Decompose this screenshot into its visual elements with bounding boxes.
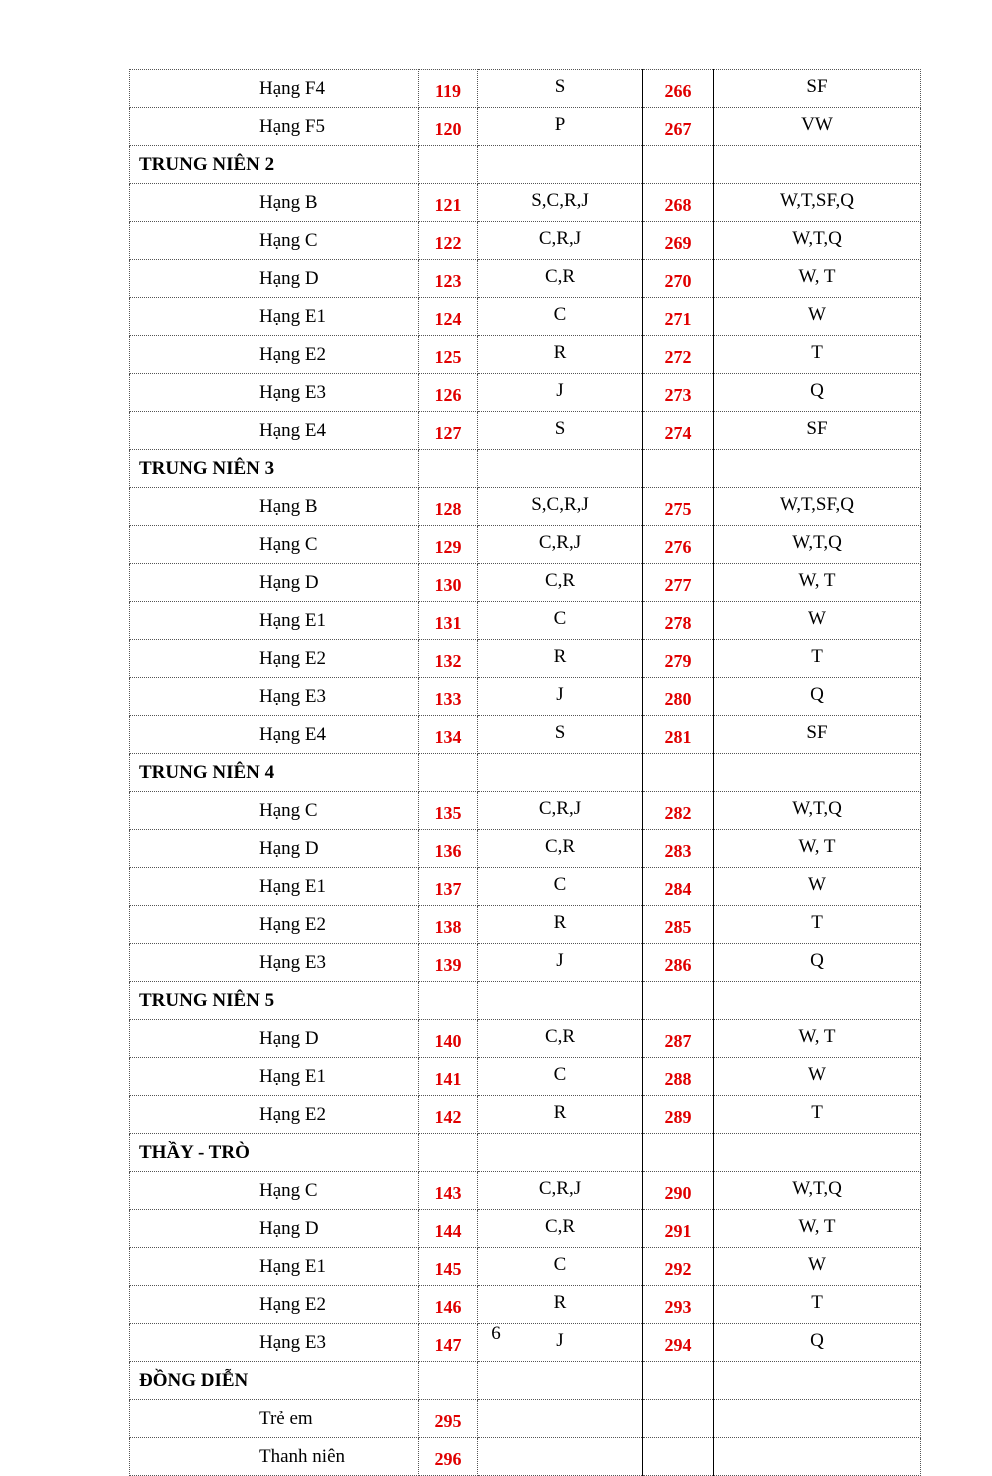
- event-code-1: 134: [419, 716, 478, 754]
- events-2: VW: [714, 108, 921, 146]
- event-code-2: 277: [643, 564, 714, 602]
- category-name: Hạng E4: [130, 412, 419, 450]
- category-name: Hạng E1: [130, 1058, 419, 1096]
- event-code-1: 129: [419, 526, 478, 564]
- empty-cell: [419, 1134, 478, 1172]
- empty-cell: [419, 450, 478, 488]
- event-code-2: 276: [643, 526, 714, 564]
- category-name: Trẻ em: [130, 1400, 419, 1438]
- events-1: C: [478, 602, 643, 640]
- empty-cell: [478, 754, 643, 792]
- event-code-2: 267: [643, 108, 714, 146]
- events-1: C,R,J: [478, 526, 643, 564]
- empty-cell: [643, 1134, 714, 1172]
- category-name: Hạng C: [130, 222, 419, 260]
- empty-cell: [478, 982, 643, 1020]
- page-number: 6: [491, 1323, 501, 1344]
- event-code-2: 273: [643, 374, 714, 412]
- event-code-1: 119: [419, 70, 478, 108]
- event-code-1: 123: [419, 260, 478, 298]
- event-code-1: 125: [419, 336, 478, 374]
- events-1: [478, 1400, 643, 1438]
- events-1: R: [478, 1286, 643, 1324]
- table-row: [130, 412, 921, 450]
- events-2: T: [714, 906, 921, 944]
- events-2: Q: [714, 1324, 921, 1362]
- category-name: Hạng E3: [130, 678, 419, 716]
- event-code-2: 269: [643, 222, 714, 260]
- table-row: [130, 1172, 921, 1210]
- event-code-1: 136: [419, 830, 478, 868]
- table-row: [130, 564, 921, 602]
- empty-cell: [714, 982, 921, 1020]
- event-code-1: 120: [419, 108, 478, 146]
- category-name: Hạng E1: [130, 868, 419, 906]
- event-code-1: 295: [419, 1400, 478, 1438]
- category-name: Hạng D: [130, 564, 419, 602]
- event-code-2: 285: [643, 906, 714, 944]
- table-row: [130, 868, 921, 906]
- table-row: [130, 716, 921, 754]
- event-code-1: 135: [419, 792, 478, 830]
- events-1: P: [478, 108, 643, 146]
- event-code-2: 290: [643, 1172, 714, 1210]
- event-code-2: [643, 1438, 714, 1476]
- section-row: [130, 146, 921, 184]
- events-2: W,T,Q: [714, 1172, 921, 1210]
- event-code-2: 293: [643, 1286, 714, 1324]
- table-row: [130, 222, 921, 260]
- events-2: W: [714, 298, 921, 336]
- events-1: R: [478, 1096, 643, 1134]
- event-code-1: 131: [419, 602, 478, 640]
- category-name: Hạng D: [130, 1210, 419, 1248]
- events-2: T: [714, 640, 921, 678]
- events-1: J: [478, 1324, 643, 1362]
- event-code-1: 137: [419, 868, 478, 906]
- table-row: [130, 640, 921, 678]
- empty-cell: [478, 146, 643, 184]
- events-2: W, T: [714, 260, 921, 298]
- category-name: Hạng D: [130, 1020, 419, 1058]
- events-2: Q: [714, 944, 921, 982]
- category-name: Thanh niên: [130, 1438, 419, 1476]
- events-2: W,T,Q: [714, 526, 921, 564]
- event-code-2: 292: [643, 1248, 714, 1286]
- event-code-2: 270: [643, 260, 714, 298]
- section-title: TRUNG NIÊN 3: [130, 450, 419, 488]
- empty-cell: [643, 982, 714, 1020]
- events-1: J: [478, 374, 643, 412]
- table-row: [130, 108, 921, 146]
- event-code-1: 141: [419, 1058, 478, 1096]
- empty-cell: [714, 1362, 921, 1400]
- events-1: R: [478, 336, 643, 374]
- event-code-1: 147: [419, 1324, 478, 1362]
- events-2: [714, 1400, 921, 1438]
- category-name: Hạng C: [130, 792, 419, 830]
- empty-cell: [643, 146, 714, 184]
- events-1: J: [478, 944, 643, 982]
- category-name: Hạng E2: [130, 906, 419, 944]
- events-2: W: [714, 868, 921, 906]
- events-2: Q: [714, 374, 921, 412]
- empty-cell: [714, 1134, 921, 1172]
- category-name: Hạng E1: [130, 602, 419, 640]
- category-name: Hạng C: [130, 1172, 419, 1210]
- event-code-1: 126: [419, 374, 478, 412]
- event-code-1: 130: [419, 564, 478, 602]
- table-row: [130, 488, 921, 526]
- events-1: C,R: [478, 564, 643, 602]
- events-1: C,R,J: [478, 792, 643, 830]
- event-code-2: 266: [643, 70, 714, 108]
- table-row: [130, 1248, 921, 1286]
- section-row: [130, 1362, 921, 1400]
- table-row: [130, 184, 921, 222]
- event-code-1: 144: [419, 1210, 478, 1248]
- events-1: S,C,R,J: [478, 488, 643, 526]
- events-1: S,C,R,J: [478, 184, 643, 222]
- event-code-2: 278: [643, 602, 714, 640]
- events-2: W: [714, 1058, 921, 1096]
- category-name: Hạng E1: [130, 1248, 419, 1286]
- events-2: T: [714, 336, 921, 374]
- empty-cell: [478, 1362, 643, 1400]
- section-row: [130, 1134, 921, 1172]
- events-1: C,R: [478, 830, 643, 868]
- events-1: J: [478, 678, 643, 716]
- events-1: C: [478, 1248, 643, 1286]
- events-1: S: [478, 716, 643, 754]
- section-title: TRUNG NIÊN 4: [130, 754, 419, 792]
- section-title: TRUNG NIÊN 2: [130, 146, 419, 184]
- event-code-1: 139: [419, 944, 478, 982]
- category-name: Hạng B: [130, 488, 419, 526]
- event-code-2: 288: [643, 1058, 714, 1096]
- event-code-2: 282: [643, 792, 714, 830]
- event-code-2: 281: [643, 716, 714, 754]
- event-code-2: 291: [643, 1210, 714, 1248]
- empty-cell: [478, 450, 643, 488]
- events-1: R: [478, 906, 643, 944]
- event-code-2: 271: [643, 298, 714, 336]
- event-code-1: 140: [419, 1020, 478, 1058]
- event-code-1: 127: [419, 412, 478, 450]
- event-code-1: 132: [419, 640, 478, 678]
- events-2: SF: [714, 70, 921, 108]
- events-2: SF: [714, 716, 921, 754]
- event-code-2: 284: [643, 868, 714, 906]
- event-code-1: 128: [419, 488, 478, 526]
- events-2: [714, 1438, 921, 1476]
- category-name: Hạng E4: [130, 716, 419, 754]
- empty-cell: [643, 754, 714, 792]
- table-row: [130, 1020, 921, 1058]
- category-name: Hạng E2: [130, 336, 419, 374]
- table-row: [130, 1058, 921, 1096]
- events-1: [478, 1438, 643, 1476]
- events-1: C: [478, 298, 643, 336]
- table-row: [130, 602, 921, 640]
- event-code-1: 145: [419, 1248, 478, 1286]
- events-2: W, T: [714, 1210, 921, 1248]
- table-row: [130, 1438, 921, 1476]
- empty-cell: [714, 146, 921, 184]
- events-2: W, T: [714, 1020, 921, 1058]
- table-row: [130, 1286, 921, 1324]
- events-2: T: [714, 1286, 921, 1324]
- category-name: Hạng B: [130, 184, 419, 222]
- event-code-2: 283: [643, 830, 714, 868]
- event-code-2: 272: [643, 336, 714, 374]
- events-2: W,T,Q: [714, 792, 921, 830]
- section-title: THẦY - TRÒ: [130, 1134, 419, 1172]
- event-code-1: 122: [419, 222, 478, 260]
- empty-cell: [714, 450, 921, 488]
- event-code-2: 274: [643, 412, 714, 450]
- events-2: W: [714, 602, 921, 640]
- table-row: [130, 374, 921, 412]
- event-code-2: [643, 1400, 714, 1438]
- table-row: [130, 1400, 921, 1438]
- events-2: W: [714, 1248, 921, 1286]
- events-1: C: [478, 868, 643, 906]
- category-name: Hạng E2: [130, 1096, 419, 1134]
- event-code-1: 142: [419, 1096, 478, 1134]
- empty-cell: [643, 1362, 714, 1400]
- events-2: W,T,Q: [714, 222, 921, 260]
- event-code-2: 286: [643, 944, 714, 982]
- event-code-2: 280: [643, 678, 714, 716]
- event-code-2: 275: [643, 488, 714, 526]
- category-name: Hạng E3: [130, 374, 419, 412]
- events-2: W,T,SF,Q: [714, 184, 921, 222]
- category-name: Hạng C: [130, 526, 419, 564]
- table-row: [130, 1210, 921, 1248]
- event-code-2: 287: [643, 1020, 714, 1058]
- events-1: C,R,J: [478, 222, 643, 260]
- table-row: [130, 944, 921, 982]
- events-1: C: [478, 1058, 643, 1096]
- section-row: [130, 450, 921, 488]
- events-1: C,R,J: [478, 1172, 643, 1210]
- events-1: S: [478, 412, 643, 450]
- empty-cell: [643, 450, 714, 488]
- empty-cell: [419, 982, 478, 1020]
- category-name: Hạng E2: [130, 1286, 419, 1324]
- event-code-1: 146: [419, 1286, 478, 1324]
- table-row: [130, 260, 921, 298]
- events-2: T: [714, 1096, 921, 1134]
- events-2: W, T: [714, 564, 921, 602]
- category-name: Hạng D: [130, 830, 419, 868]
- event-code-2: 294: [643, 1324, 714, 1362]
- section-title: TRUNG NIÊN 5: [130, 982, 419, 1020]
- events-2: W, T: [714, 830, 921, 868]
- empty-cell: [478, 1134, 643, 1172]
- empty-cell: [714, 754, 921, 792]
- table-row: [130, 526, 921, 564]
- section-row: [130, 982, 921, 1020]
- events-2: W,T,SF,Q: [714, 488, 921, 526]
- event-code-1: 296: [419, 1438, 478, 1476]
- empty-cell: [419, 754, 478, 792]
- event-code-2: 289: [643, 1096, 714, 1134]
- empty-cell: [419, 146, 478, 184]
- table-row: [130, 298, 921, 336]
- table-row: [130, 70, 921, 108]
- events-2: SF: [714, 412, 921, 450]
- event-code-1: 124: [419, 298, 478, 336]
- event-code-1: 133: [419, 678, 478, 716]
- table-row: [130, 906, 921, 944]
- event-code-1: 121: [419, 184, 478, 222]
- events-1: R: [478, 640, 643, 678]
- event-code-1: 143: [419, 1172, 478, 1210]
- event-code-1: 138: [419, 906, 478, 944]
- table-row: [130, 678, 921, 716]
- category-name: Hạng E2: [130, 640, 419, 678]
- events-1: C,R: [478, 260, 643, 298]
- category-name: Hạng F5: [130, 108, 419, 146]
- events-1: C,R: [478, 1210, 643, 1248]
- category-name: Hạng F4: [130, 70, 419, 108]
- events-1: C,R: [478, 1020, 643, 1058]
- event-code-2: 268: [643, 184, 714, 222]
- table-row: [130, 830, 921, 868]
- section-row: [130, 754, 921, 792]
- empty-cell: [419, 1362, 478, 1400]
- table-body: [130, 70, 921, 1476]
- category-name: Hạng E3: [130, 944, 419, 982]
- event-code-2: 279: [643, 640, 714, 678]
- category-name: Hạng D: [130, 260, 419, 298]
- table-row: [130, 792, 921, 830]
- category-name: Hạng E1: [130, 298, 419, 336]
- events-1: S: [478, 70, 643, 108]
- category-name: Hạng E3: [130, 1324, 419, 1362]
- events-2: Q: [714, 678, 921, 716]
- schedule-table: [129, 69, 921, 1476]
- table-row: [130, 1096, 921, 1134]
- section-title: ĐỒNG DIỄN: [130, 1362, 419, 1400]
- table-row: [130, 336, 921, 374]
